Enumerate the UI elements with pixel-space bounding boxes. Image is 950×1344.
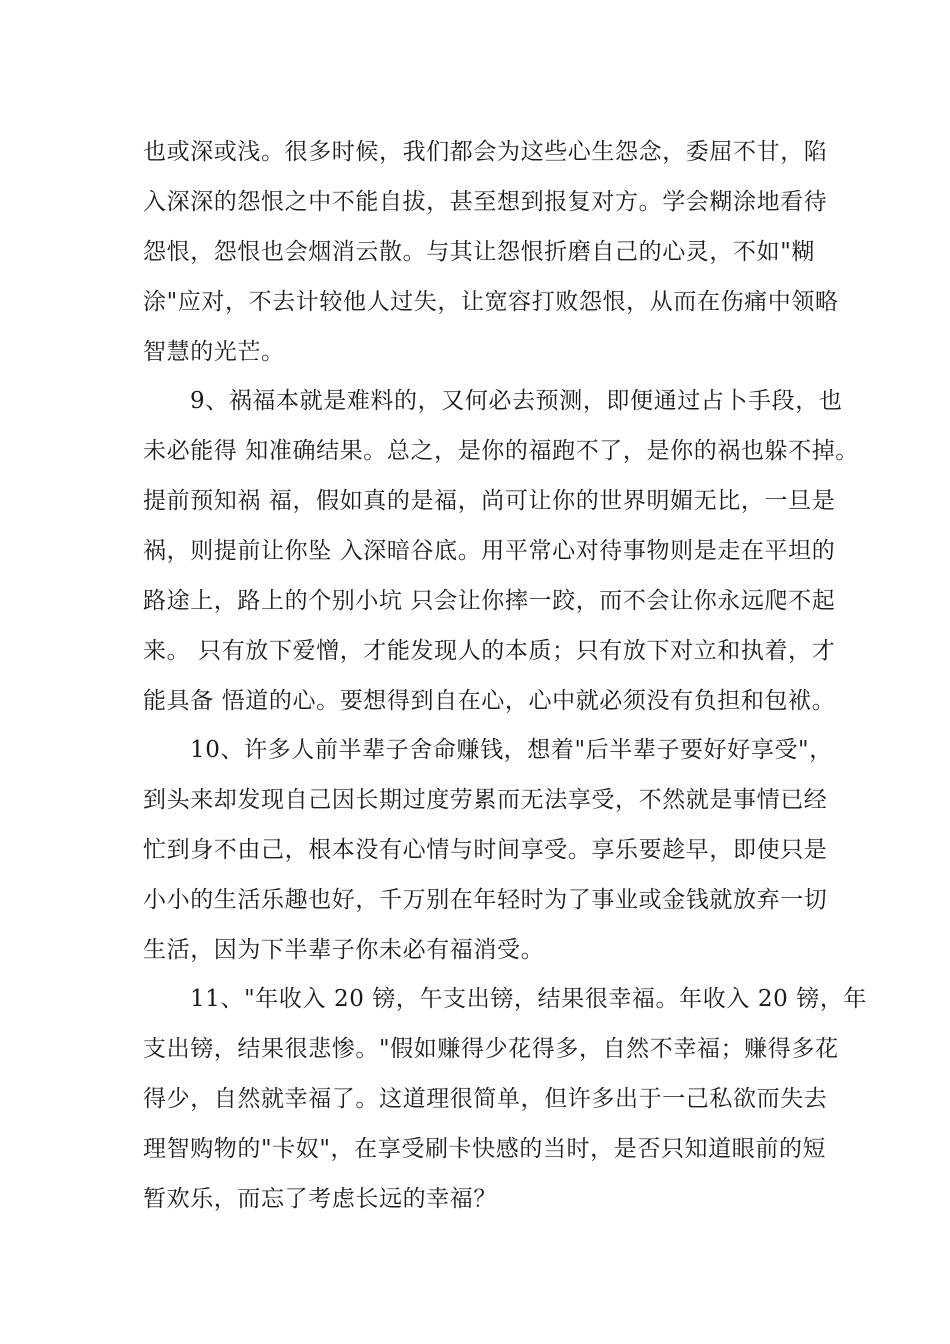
paragraph-line: 未必能得 知准确结果。总之，是你的福跑不了，是你的祸也躲不掉。 [143,438,859,464]
paragraph-line: 生活，因为下半辈子你未必有福消受。 [143,937,545,963]
paragraph-line: 也或深或浅。很多时候，我们都会为这些心生怨念，委屈不甘，陷 [143,139,828,165]
paragraph-line: 忙到身不由己，根本没有心情与时间享受。享乐要趁早，即使只是 [143,837,828,863]
paragraph-line: 9、祸福本就是难料的，又何必去预测，即便通过占卜手段，也 [190,388,843,414]
paragraph-line: 入深深的怨恨之中不能自拔，甚至想到报复对方。学会糊涂地看待 [143,189,828,215]
paragraph-line: 涂"应对，不去计较他人过失，让宽容打败怨恨，从而在伤痛中领略 [143,289,839,315]
paragraph-line: 11、"年收入 20 镑，午支出镑，结果很幸福。年收入 20 镑，年 [190,986,868,1012]
paragraph-line: 小小的生活乐趣也好，千万别在年轻时为了事业或金钱就放弃一切 [143,887,828,913]
paragraph-line: 得少，自然就幸福了。这道理很简单，但许多出于一己私欲而失去 [143,1086,828,1112]
paragraph-line: 来。 只有放下爱憎，才能发现人的本质；只有放下对立和执着，才 [143,638,836,664]
paragraph-line: 能具备 悟道的心。要想得到自在心，心中就必须没有负担和包袱。 [143,688,836,714]
paragraph-line: 祸，则提前让你坠 入深暗谷底。用平常心对待事物则是走在平坦的 [143,538,836,564]
paragraph-line: 提前预知祸 福，假如真的是福，尚可让你的世界明媚无比，一旦是 [143,488,836,514]
paragraph-line: 支出镑，结果很悲惨。"假如赚得少花得多，自然不幸福；赚得多花 [143,1036,839,1062]
paragraph-line: 暂欢乐，而忘了考虑长远的幸福？ [143,1186,497,1212]
paragraph-line: 到头来却发现自己因长期过度劳累而无法享受，不然就是事情已经 [143,787,828,813]
paragraph-line: 10、许多人前半辈子舍命赚钱，想着"后半辈子要好好享受"， [190,737,833,763]
paragraph-line: 怨恨，怨恨也会烟消云散。与其让怨恨折磨自己的心灵，不如"糊 [143,239,815,265]
paragraph-line: 理智购物的"卡奴"，在享受刷卡快感的当时，是否只知道眼前的短 [143,1136,827,1162]
paragraph-line: 路途上，路上的个别小坑 只会让你摔一跤，而不会让你永远爬不起 [143,588,836,614]
paragraph-line: 智慧的光芒。 [143,339,285,365]
